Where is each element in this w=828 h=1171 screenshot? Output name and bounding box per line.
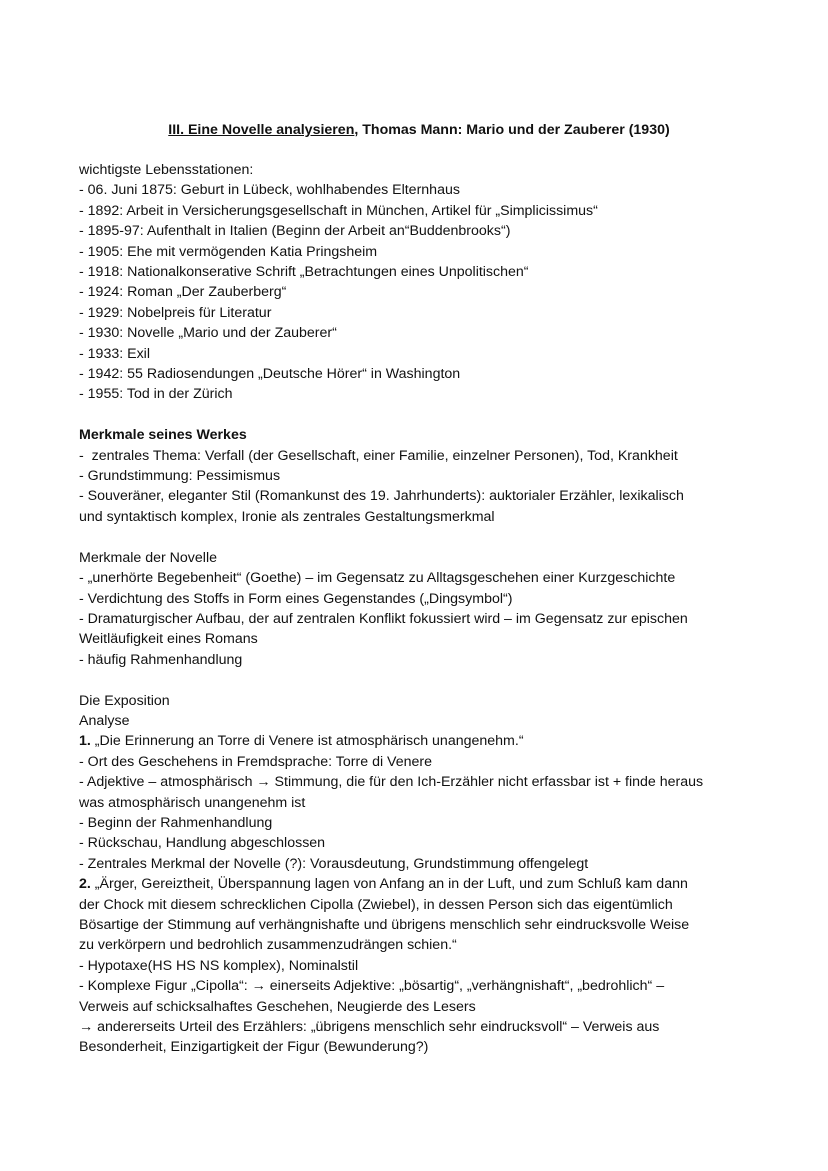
analysis-line: - Rückschau, Handlung abgeschlossen	[79, 835, 326, 852]
analysis-line: - Ort des Geschehens in Fremdsprache: Torre di Venere	[79, 753, 433, 770]
life-item: - 1895-97: Aufenthalt in Italien (Beginn der Arbeit an“Buddenbrooks“)	[79, 223, 511, 240]
life-item: - 1929: Nobelpreis für Literatur	[79, 304, 272, 321]
werk-item: und syntaktisch komplex, Ironie als zentrales Gestaltungsmerkmal	[79, 508, 495, 525]
title-rest: , Thomas Mann: Mario und der Zauberer (1930)	[354, 122, 670, 138]
novelle-section	[79, 548, 759, 670]
analysis-point-1	[79, 731, 759, 751]
life-item: - 1930: Novelle „Mario und der Zauberer“	[79, 325, 337, 342]
point-quote: „Die Erinnerung an Torre di Venere ist atmosphärisch unangenehm.“	[90, 733, 524, 750]
analysis-line: - Hypotaxe(HS HS NS komplex), Nominalstil	[79, 957, 359, 974]
analysis-line: der Chock mit diesem schrecklichen Cipolla (Zwiebel), in dessen Person sich das eigentümlich	[79, 896, 673, 913]
analysis-line: Verweis auf schicksalhaftes Geschehen, Neugierde des Lesers	[79, 998, 476, 1015]
exposition-section	[79, 691, 759, 1058]
analysis-line: - Komplexe Figur „Cipolla“: → einerseits Adjektive: „bösartig“, „verhängnishaft“, „bedrohlich“ –	[79, 978, 665, 995]
werk-item: - Grundstimmung: Pessimismus	[79, 468, 281, 485]
novelle-item: - „unerhörte Begebenheit“ (Goethe) – im Gegensatz zu Alltagsgeschehen einer Kurzgeschichte	[79, 570, 676, 587]
page-title	[79, 120, 759, 140]
novelle-item: - häufig Rahmenhandlung	[79, 651, 243, 668]
novelle-item: - Verdichtung des Stoffs in Form eines Gegenstandes („Dingsymbol“)	[79, 590, 513, 607]
analysis-line: zu verkörpern und bedrohlich zusammenzudrängen schien.“	[79, 937, 457, 954]
werk-heading: Merkmale seines Werkes	[79, 427, 247, 444]
life-item: - 1933: Exil	[79, 345, 150, 362]
novelle-heading: Merkmale der Novelle	[79, 549, 217, 566]
analysis-line: - Beginn der Rahmenhandlung	[79, 814, 273, 831]
analyse-heading: Analyse	[79, 712, 130, 729]
analysis-line: was atmosphärisch unangenehm ist	[79, 794, 306, 811]
point-quote: „Ärger, Gereiztheit, Überspannung lagen von Anfang an in der Luft, und zum Schluß kam dann	[90, 876, 688, 893]
analysis-line: - Adjektive – atmosphärisch → Stimmung, die für den Ich-Erzähler nicht erfassbar ist + finde heraus	[79, 774, 704, 791]
point-number: 2.	[79, 876, 91, 893]
life-item: - 1918: Nationalkonserative Schrift „Betrachtungen eines Unpolitischen“	[79, 264, 529, 281]
life-item: - 1905: Ehe mit vermögenden Katia Pringsheim	[79, 243, 378, 260]
document-page	[79, 120, 759, 1058]
spacer	[79, 670, 759, 690]
analysis-point-2	[79, 874, 759, 894]
analysis-line: → andererseits Urteil des Erzählers: „übrigens menschlich sehr eindrucksvoll“ – Verweis aus	[79, 1019, 660, 1036]
life-item: - 1955: Tod in der Zürich	[79, 386, 233, 403]
title-underlined: III. Eine Novelle analysieren	[168, 122, 355, 138]
life-item: - 1892: Arbeit in Versicherungsgesellschaft in München, Artikel für „Simplicissimus“	[79, 202, 598, 219]
life-section	[79, 160, 759, 405]
spacer	[79, 405, 759, 425]
life-item: - 06. Juni 1875: Geburt in Lübeck, wohlhabendes Elternhaus	[79, 182, 460, 199]
analysis-line: Besonderheit, Einzigartigkeit der Figur (Bewunderung?)	[79, 1039, 429, 1056]
analysis-line: - Zentrales Merkmal der Novelle (?): Vorausdeutung, Grundstimmung offengelegt	[79, 855, 589, 872]
novelle-item: - Dramaturgischer Aufbau, der auf zentralen Konflikt fokussiert wird – im Gegensatz zur epischen	[79, 610, 688, 627]
werk-item: - zentrales Thema: Verfall (der Gesellschaft, einer Familie, einzelner Personen), Tod, Krankheit	[79, 447, 678, 464]
life-item: - 1942: 55 Radiosendungen „Deutsche Hörer“ in Washington	[79, 366, 461, 383]
werk-section	[79, 425, 759, 527]
werk-item: - Souveräner, eleganter Stil (Romankunst des 19. Jahrhunderts): auktorialer Erzähler, lexikalisch	[79, 488, 684, 505]
analysis-line: Bösartige der Stimmung auf verhängnishafte und übrigens menschlich sehr eindrucksvolle Weise	[79, 916, 690, 933]
exposition-heading: Die Exposition	[79, 692, 170, 709]
life-item: - 1924: Roman „Der Zauberberg“	[79, 284, 287, 301]
spacer	[79, 527, 759, 547]
life-heading: wichtigste Lebensstationen:	[79, 162, 254, 178]
point-number: 1.	[79, 733, 91, 750]
novelle-item: Weitläufigkeit eines Romans	[79, 631, 258, 648]
